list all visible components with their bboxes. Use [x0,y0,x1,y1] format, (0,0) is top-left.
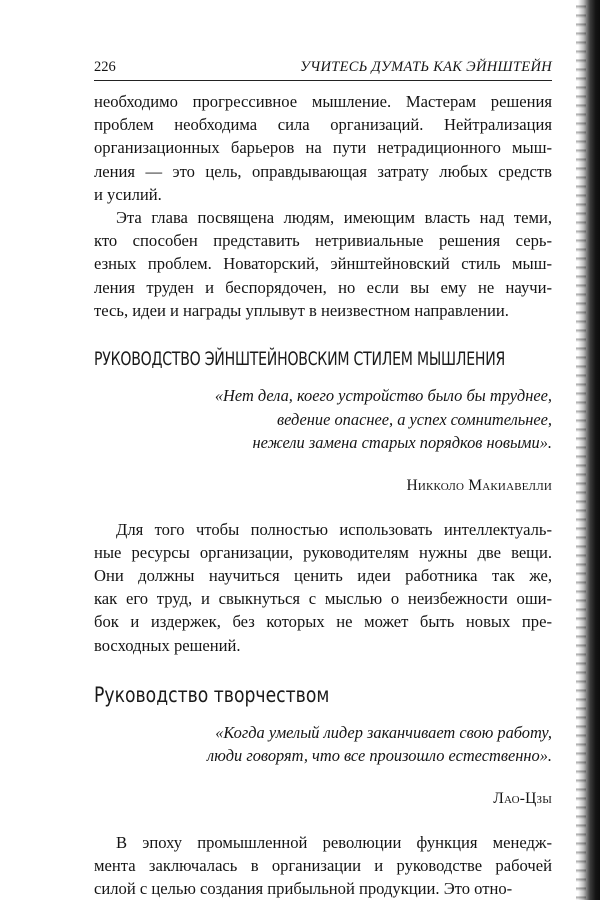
text-line: ления — это цель, оправдывающая затрату любых средств [94,161,552,181]
text-line: Они должны научиться ценить идеи работника так же, [94,565,552,585]
text-line: ные ресурсы организации, руководителям нужны две вещи. [94,542,552,562]
paragraph-3 [94,518,552,657]
text-line: необходимо прогрессивное мышление. Мастерам решения [94,92,552,111]
quote-line: ведение опаснее, а успех сомнительнее, [277,409,552,429]
quote-line: «Нет дела, коего устройство было бы труднее, [214,386,552,406]
text-line: организационных барьеров на пути нетрадиционного мыш- [94,138,552,158]
quote-line: люди говорят, что все произошло естественно». [207,746,552,766]
page-number: 226 [94,59,116,75]
text-line: тесь, идеи и награды уплывут в неизвестном направлении. [94,300,509,320]
paragraph-4 [94,831,552,900]
section-heading-einstein-style: РУКОВОДСТВО ЭЙНШТЕЙНОВСКИМ СТИЛЕМ МЫШЛЕНИЯ [94,348,506,371]
text-line: Для того чтобы полностью использовать интеллектуаль- [116,519,552,539]
quote-attribution: Никколо Макиавелли [406,476,552,494]
text-line: силой с целью создания прибыльной продукции. Это отно- [94,879,513,899]
scan-edge-noise [576,0,586,900]
quote-line: «Когда умелый лидер заканчивает свою работу, [215,722,552,742]
running-title: УЧИТЕСЬ ДУМАТЬ КАК ЭЙНШТЕЙН [300,59,552,75]
running-header [94,54,552,81]
text-line: и усилий. [94,184,162,204]
quote-line: нежели замена старых порядков новыми». [252,433,552,453]
text-line: В эпоху промышленной революции функция менедж- [116,832,552,852]
epigraph-lao-tzu [94,721,552,768]
text-line: как его труд, и свыкнуться с мыслью о неизбежности оши- [94,589,552,609]
text-line: кто способен представить нетривиальные решения серь- [94,231,552,251]
text-line: мента заключалась в организации и руководстве рабочей [94,855,552,875]
text-line: восходных решений. [94,635,241,655]
text-line: ления труден и беспорядочен, но если вы ему не научи- [94,277,552,297]
paragraph-2 [94,206,552,322]
text-line: Эта глава посвящена людям, имеющим власть над теми, [116,208,552,228]
text-line: езных проблем. Новаторский, эйнштейновский стиль мыш- [94,254,552,274]
text-line: бок и издержек, без которых не может быть новых пре- [94,612,552,632]
text-line: проблем необходима сила организаций. Нейтрализация [94,115,552,135]
section-heading-creativity: Руководство творчеством [94,682,330,707]
paragraph-1 [94,90,552,206]
quote-attribution: Лао-Цзы [493,789,552,807]
epigraph-machiavelli [94,384,552,455]
book-page [94,54,552,900]
